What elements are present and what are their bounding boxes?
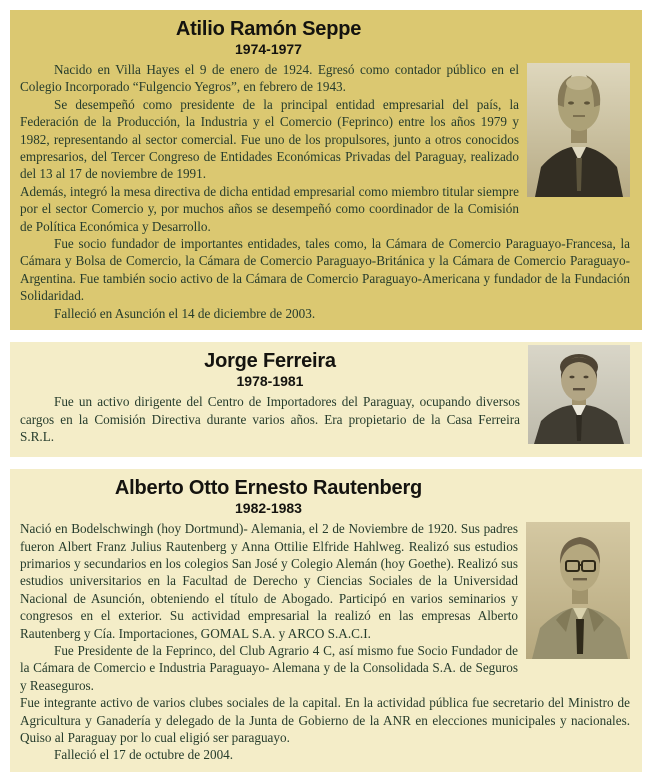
portrait-photo-ferreira: [528, 345, 630, 444]
person-name: Atilio Ramón Seppe: [175, 18, 362, 40]
portrait-photo-seppe: [527, 63, 630, 197]
portrait-photo-ferreira: [528, 345, 630, 444]
bio-section-ferreira: [10, 342, 642, 457]
bio-paragraph: Fue integrante activo de varios clubes sociales de la capital. En la actividad pública fue secretario del Ministro de Agricultura y Ganadería y delegado de la Junta de Gobierno de la ANR en elecciones municipales y nacionales. Quiso al Paraguay por lo cual eligió ser paraguayo.: [20, 695, 630, 745]
section-header: [20, 476, 517, 516]
person-name: Alberto Otto Ernesto Rautenberg: [114, 477, 423, 500]
bio-paragraph: Falleció en Asunción el 14 de diciembre de 2003.: [54, 305, 316, 321]
bio-section-rautenberg: [10, 469, 642, 772]
bio-paragraph: Se desempeñó como presidente de la principal entidad empresarial del país, la Federación de la Producción, la Industria y el Comercio (Feprinco) entre los años 1979 y 1982, representando al sector comercial. Fue uno de los propulsores, junto a otros conocidos empresarios, del Tercer Congreso de Entidades Económicas Privadas del Paraguay, realizado del 13 al 17 de noviembre de 1991.: [20, 96, 519, 182]
person-name: Jorge Ferreira: [204, 350, 336, 373]
portrait-photo-rautenberg: [526, 522, 630, 659]
person-years: 1982-1983: [235, 500, 302, 517]
person-years: 1978-1981: [236, 373, 304, 390]
portrait-photo-rautenberg: [526, 522, 630, 659]
portrait-photo-seppe: [527, 63, 630, 197]
bio-paragraph: Fue Presidente de la Feprinco, del Club Agrario 4 C, así mismo fue Socio Fundador de la Cámara de Comercio e Industria Paraguayo- Alemana y de la Consolidada S.A. de Seguros y Reaseguros.: [20, 642, 518, 693]
bio-paragraph: Nacido en Villa Hayes el 9 de enero de 1924. Egresó como contador público en el Colegio Incorporado “Fulgencio Yegros”, en febrero de 1943.: [20, 62, 519, 95]
bio-paragraph: Fue un activo dirigente del Centro de Importadores del Paraguay, ocupando diversos cargos en la Comisión Directiva durante varios años. Era propietario de la Casa Ferreira S.R.L.: [20, 394, 520, 444]
bio-section-seppe: [10, 10, 642, 330]
bio-paragraph: Además, integró la mesa directiva de dicha entidad empresarial como miembro titular siempre por el sector Comercio y, por muchos años se desempeñó como coordinador de la Comisión de Política Económica y Desarrollo.: [20, 183, 519, 234]
bio-paragraph: Nació en Bodelschwingh (hoy Dortmund)- Alemania, el 2 de Noviembre de 1920. Sus padres fueron Albert Franz Julius Rautenberg y Anna Ottilie Elfride Hahlweg. Realizó sus estudios primarios y secundarios en los colegios San José y Colegio Alemán (hoy Goethe). Realizó sus estudios universitarios en la Facultad de Derecho y Ciencias Sociales de la Universidad Nacional de Asunción, obteniendo el título de Abogado. Participó en varios seminarios y congresos en el exterior. Su actividad empresarial la realizó en las empresas Alberto Rautenberg y Cía. Importaciones, GOMAL S.A. y ARCO S.A.C.I.: [20, 521, 518, 641]
bio-paragraph: Falleció el 17 de octubre de 2004.: [54, 747, 234, 763]
person-years: 1974-1977: [235, 41, 302, 57]
bio-paragraph: Fue socio fundador de importantes entidades, tales como, la Cámara de Comercio Paraguayo-Francesa, la Cámara y Bolsa de Comercio, la Cámara de Comercio Paraguayo-Británica y la Cámara de Comercio Paraguayo-Argentina. Fue también socio activo de la Cámara de Comercio Paraguayo-Americana y fundador de la Fundación Solidaridad.: [20, 236, 630, 304]
section-header: [20, 17, 517, 57]
